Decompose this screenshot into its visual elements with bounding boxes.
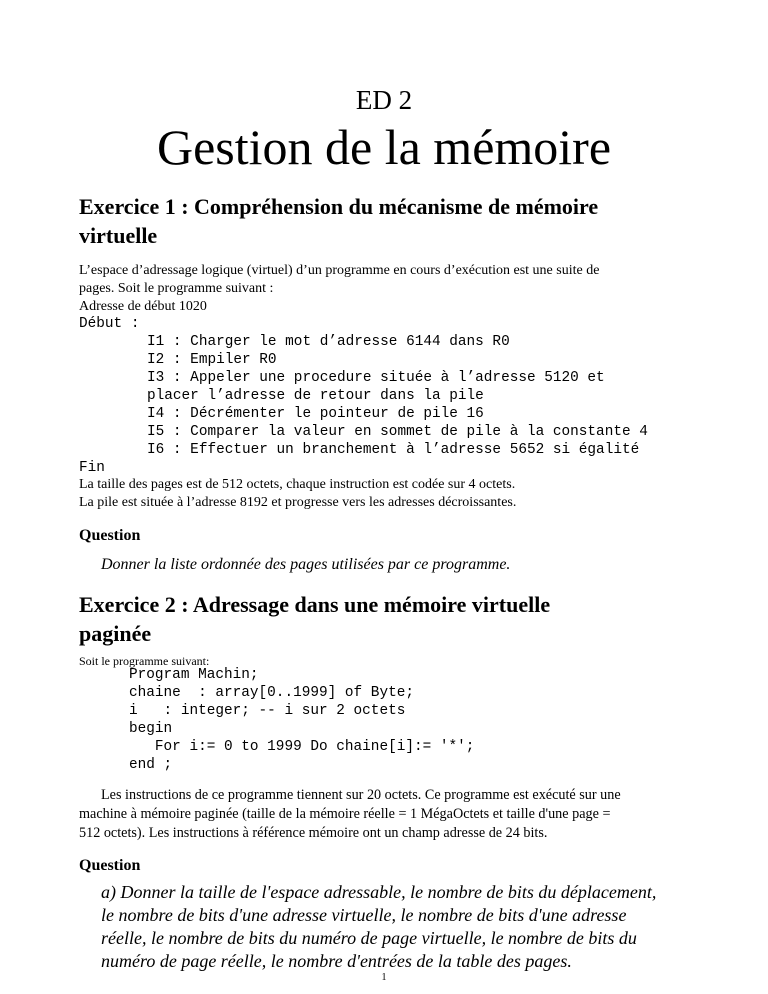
code-line: end ;: [129, 757, 173, 773]
exercise1-heading-line2: virtuelle: [79, 223, 158, 248]
instruction-line: I2 : Empiler R0: [147, 352, 277, 368]
code-end: Fin: [79, 460, 105, 476]
instruction-line: I3 : Appeler une procedure située à l’adresse 5120 et: [147, 370, 605, 386]
exercise2-paragraph-line1: Les instructions de ce programme tiennent sur 20 octets. Ce programme est exécuté sur une: [101, 787, 621, 803]
exercise2-heading: [79, 590, 679, 648]
exercise2-heading-line1: Exercice 2 : Adressage dans une mémoire virtuelle: [79, 592, 551, 617]
instruction-line: placer l’adresse de retour dans la pile: [147, 388, 484, 404]
exercise1-heading: [79, 192, 679, 250]
code-begin: Début :: [79, 316, 140, 332]
exercise2-question-label: Question: [79, 857, 141, 874]
exercise1-intro-line2: pages. Soit le programme suivant :: [79, 281, 274, 296]
code-line: chaine : array[0..1999] of Byte;: [129, 685, 414, 701]
exercise2-question-line: a) Donner la taille de l'espace adressable, le nombre de bits du déplacement,: [101, 882, 657, 902]
exercise2-question-line: numéro de page réelle, le nombre d'entrées de la table des pages.: [101, 951, 572, 971]
exercise1-note-page-size: La taille des pages est de 512 octets, chaque instruction est codée sur 4 octets.: [79, 477, 516, 492]
instruction-line: I6 : Effectuer un branchement à l’adresse 5652 si égalité: [147, 442, 640, 458]
code-line: begin: [129, 721, 173, 737]
exercise2-paragraph-line3: 512 octets). Les instructions à référence mémoire ont un champ adresse de 24 bits.: [79, 825, 548, 841]
code-line: For i:= 0 to 1999 Do chaine[i]:= '*';: [129, 739, 475, 755]
instruction-line: I4 : Décrémenter le pointeur de pile 16: [147, 406, 484, 422]
exercise2-heading-line2: paginée: [79, 621, 152, 646]
exercise1-note-stack: La pile est située à l’adresse 8192 et progresse vers les adresses décroissantes.: [79, 495, 517, 510]
code-line: i : integer; -- i sur 2 octets: [129, 703, 406, 719]
exercise1-heading-line1: Exercice 1 : Compréhension du mécanisme de mémoire: [79, 194, 599, 219]
code-line: Program Machin;: [129, 667, 259, 683]
instruction-line: I1 : Charger le mot d’adresse 6144 dans R0: [147, 334, 510, 350]
instruction-line: I5 : Comparer la valeur en sommet de pile à la constante 4: [147, 424, 648, 440]
exercise2-intro: Soit le programme suivant:: [79, 654, 210, 668]
page-number: 1: [381, 972, 387, 983]
exercise1-start-address: Adresse de début 1020: [79, 299, 207, 314]
exercise2-paragraph-line2: machine à mémoire paginée (taille de la mémoire réelle = 1 MégaOctets et taille d'une page =: [79, 806, 611, 822]
exercise1-question-label: Question: [79, 527, 141, 544]
exercise1-question-text: Donner la liste ordonnée des pages utilisées par ce programme.: [101, 556, 511, 573]
exercise2-question-line: le nombre de bits d'une adresse virtuelle, le nombre de bits d'une adresse: [101, 905, 627, 925]
document-subtitle: ED 2: [355, 85, 413, 115]
document-title: Gestion de la mémoire: [156, 119, 612, 175]
exercise1-intro-line1: L’espace d’adressage logique (virtuel) d’un programme en cours d’exécution est une suite de: [79, 263, 600, 278]
exercise2-question-line: réelle, le nombre de bits du numéro de page virtuelle, le nombre de bits du: [101, 928, 637, 948]
